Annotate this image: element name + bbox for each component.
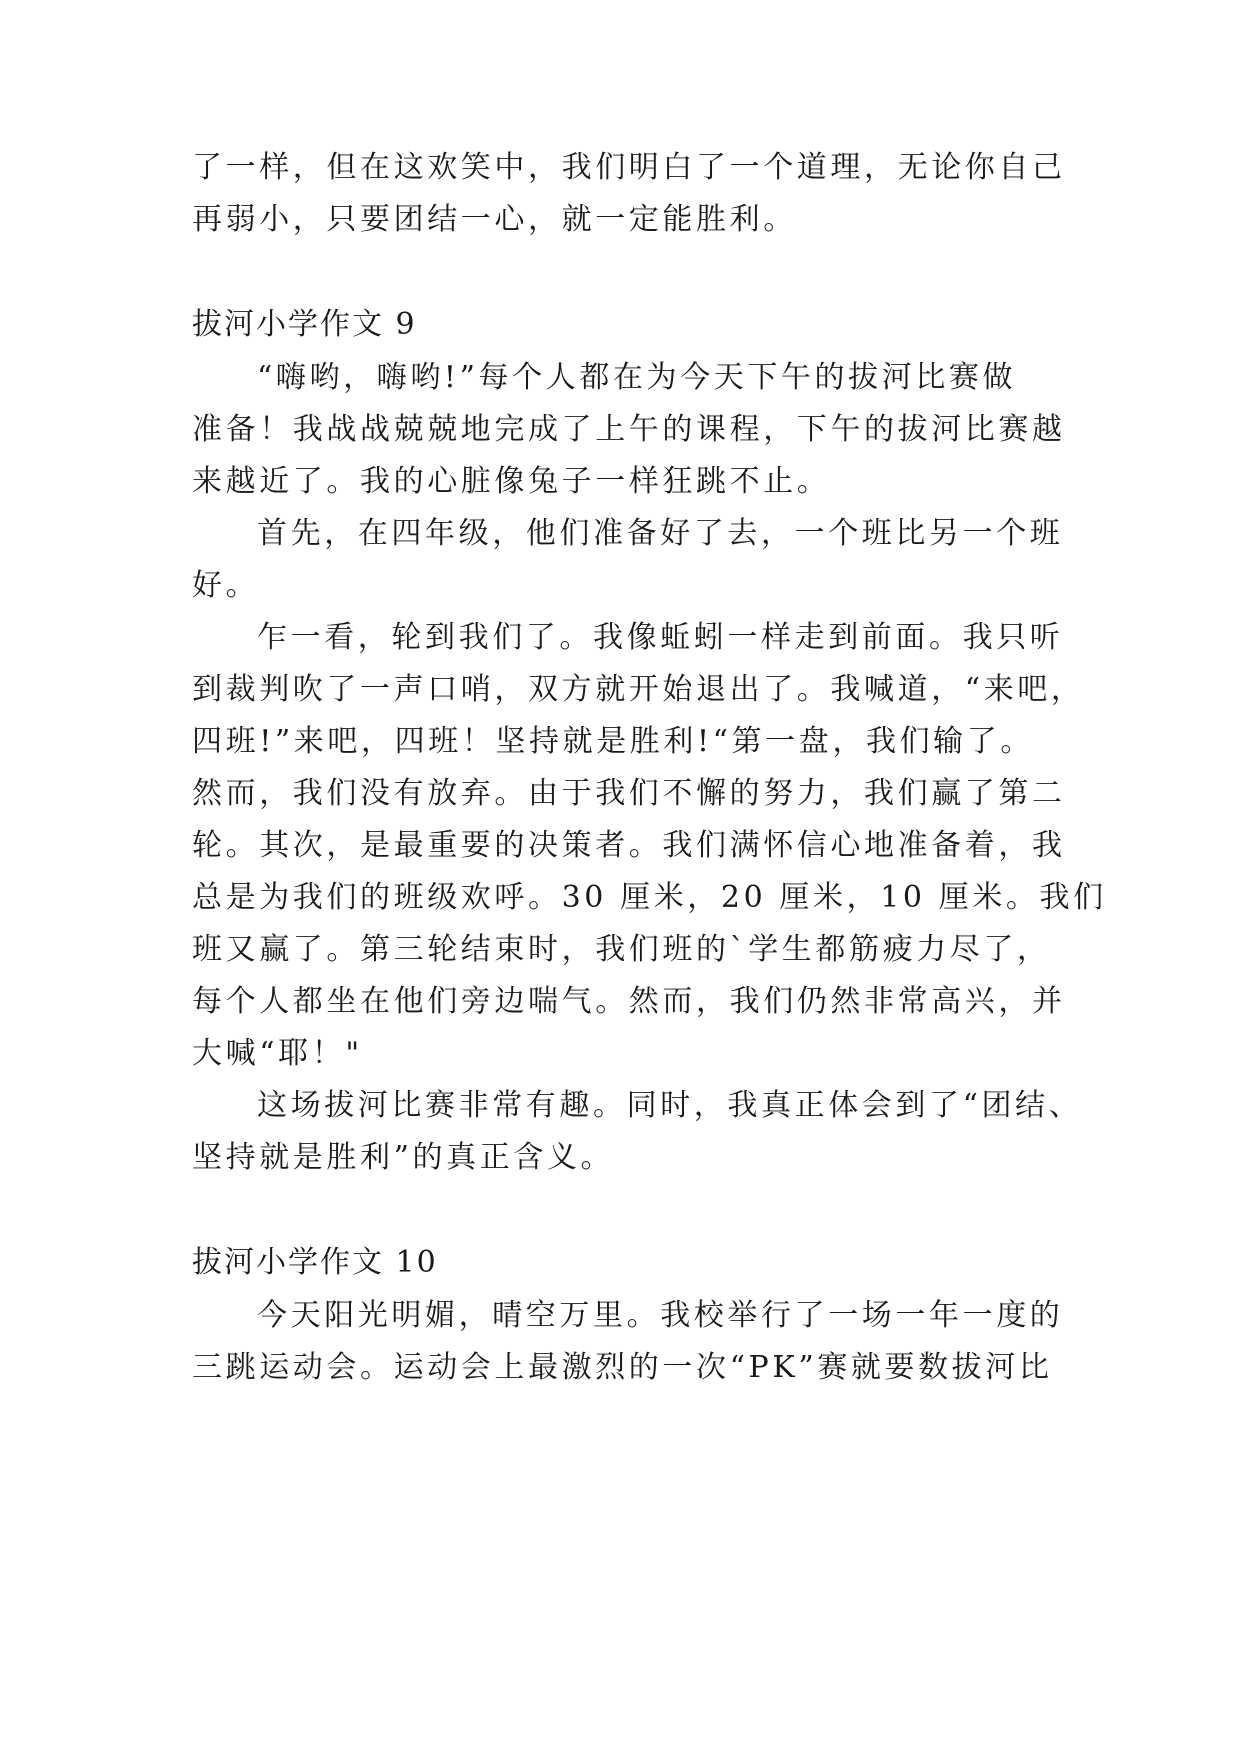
paragraph-line: 乍一看，轮到我们了。我像蚯蚓一样走到前面。我只听 xyxy=(257,620,1064,655)
essay-title: 拔河小学作文 9 xyxy=(192,307,417,342)
paragraph-line: 今天阳光明媚，晴空万里。我校举行了一场一年一度的 xyxy=(257,1298,1064,1333)
paragraph-line: 来越近了。我的心脏像兔子一样狂跳不止。 xyxy=(192,464,831,499)
paragraph-line: 到裁判吹了一声口哨，双方就开始退出了。我喊道，“来吧， xyxy=(192,672,1085,707)
essay-title: 拔河小学作文 10 xyxy=(192,1245,438,1280)
paragraph-line: “嗨哟，嗨哟!”每个人都在为今天下午的拔河比赛做 xyxy=(257,360,1017,395)
paragraph-line: 然而，我们没有放弃。由于我们不懈的努力，我们赢了第二 xyxy=(192,776,1066,811)
paragraph-line: 了一样，但在这欢笑中，我们明白了一个道理，无论你自己 xyxy=(192,150,1066,185)
paragraph-line: 好。 xyxy=(192,568,260,603)
paragraph-line: 准备！我战战兢兢地完成了上午的课程，下午的拔河比赛越 xyxy=(192,412,1066,447)
paragraph-line: 这场拔河比赛非常有趣。同时，我真正体会到了“团结、 xyxy=(257,1088,1083,1123)
paragraph-line: 大喊“耶！" xyxy=(192,1036,363,1071)
paragraph-line: 坚持就是胜利”的真正含义。 xyxy=(192,1140,615,1175)
paragraph-line: 总是为我们的班级欢呼。30 厘米，20 厘米，10 厘米。我们 xyxy=(192,880,1107,915)
paragraph-line: 每个人都坐在他们旁边喘气。然而，我们仍然非常高兴，并 xyxy=(192,984,1066,1019)
paragraph-line: 三跳运动会。运动会上最激烈的一次“PK”赛就要数拔河比 xyxy=(192,1350,1053,1385)
paragraph-line: 再弱小，只要团结一心，就一定能胜利。 xyxy=(192,202,797,237)
paragraph-line: 轮。其次，是最重要的决策者。我们满怀信心地准备着，我 xyxy=(192,828,1066,863)
paragraph-line: 四班!”来吧，四班！坚持就是胜利!“第一盘，我们输了。 xyxy=(192,724,1034,759)
paragraph-line: 班又赢了。第三轮结束时，我们班的`学生都筋疲力尽了， xyxy=(192,932,1051,967)
paragraph-line: 首先，在四年级，他们准备好了去，一个班比另一个班 xyxy=(257,516,1064,551)
